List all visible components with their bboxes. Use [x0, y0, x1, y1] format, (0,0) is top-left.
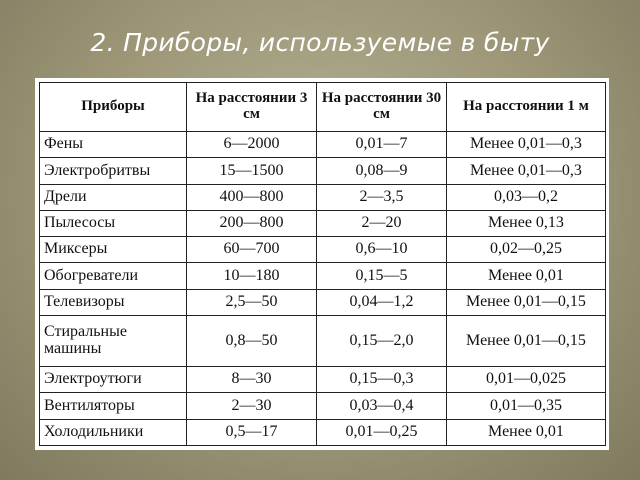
- value-3cm: 400—800: [187, 184, 317, 210]
- value-3cm: 6—2000: [187, 132, 317, 158]
- appliance-emf-table: [39, 82, 606, 446]
- table-row: [40, 263, 606, 289]
- value-3cm: 60—700: [187, 237, 317, 263]
- table-row: [40, 315, 606, 366]
- value-30cm: 0,08—9: [317, 158, 447, 184]
- value-30cm: 0,15—0,3: [317, 367, 447, 393]
- value-1m: 0,01—0,35: [447, 393, 606, 419]
- device-name: Электробритвы: [40, 158, 187, 184]
- table-row: [40, 289, 606, 315]
- slide-title: 2. Приборы, используемые в быту: [90, 28, 550, 57]
- value-30cm: 0,03—0,4: [317, 393, 447, 419]
- value-1m: 0,02—0,25: [447, 237, 606, 263]
- value-1m: 0,01—0,025: [447, 367, 606, 393]
- value-30cm: 2—3,5: [317, 184, 447, 210]
- value-3cm: 10—180: [187, 263, 317, 289]
- value-3cm: 15—1500: [187, 158, 317, 184]
- table-row: [40, 132, 606, 158]
- device-name: Стиральные машины: [40, 315, 187, 366]
- table-row: [40, 419, 606, 445]
- device-name: Обогреватели: [40, 263, 187, 289]
- value-1m: Менее 0,01—0,3: [447, 132, 606, 158]
- table-row: [40, 210, 606, 236]
- table-header-row: [40, 83, 606, 132]
- value-3cm: 2,5—50: [187, 289, 317, 315]
- value-1m: Менее 0,01: [447, 263, 606, 289]
- header-distance-3cm: На расстоянии 3 см: [187, 83, 317, 132]
- value-1m: Менее 0,01—0,3: [447, 158, 606, 184]
- value-30cm: 0,01—7: [317, 132, 447, 158]
- value-3cm: 0,8—50: [187, 315, 317, 366]
- header-devices: Приборы: [40, 83, 187, 132]
- value-3cm: 200—800: [187, 210, 317, 236]
- device-name: Холодильники: [40, 419, 187, 445]
- device-name: Пылесосы: [40, 210, 187, 236]
- value-30cm: 0,15—5: [317, 263, 447, 289]
- device-name: Миксеры: [40, 237, 187, 263]
- device-name: Электроутюги: [40, 367, 187, 393]
- table-row: [40, 393, 606, 419]
- device-name: Вентиляторы: [40, 393, 187, 419]
- value-1m: Менее 0,01: [447, 419, 606, 445]
- table-row: [40, 237, 606, 263]
- value-1m: Менее 0,13: [447, 210, 606, 236]
- value-3cm: 0,5—17: [187, 419, 317, 445]
- appliance-table-frame: [35, 78, 609, 450]
- value-1m: Менее 0,01—0,15: [447, 315, 606, 366]
- value-30cm: 0,6—10: [317, 237, 447, 263]
- header-distance-1m: На расстоянии 1 м: [447, 83, 606, 132]
- device-name: Фены: [40, 132, 187, 158]
- table-row: [40, 158, 606, 184]
- value-30cm: 0,15—2,0: [317, 315, 447, 366]
- device-name: Дрели: [40, 184, 187, 210]
- value-3cm: 8—30: [187, 367, 317, 393]
- header-distance-30cm: На расстоянии 30 см: [317, 83, 447, 132]
- value-1m: 0,03—0,2: [447, 184, 606, 210]
- value-30cm: 0,01—0,25: [317, 419, 447, 445]
- device-name: Телевизоры: [40, 289, 187, 315]
- value-30cm: 0,04—1,2: [317, 289, 447, 315]
- value-30cm: 2—20: [317, 210, 447, 236]
- table-row: [40, 184, 606, 210]
- table-row: [40, 367, 606, 393]
- value-1m: Менее 0,01—0,15: [447, 289, 606, 315]
- value-3cm: 2—30: [187, 393, 317, 419]
